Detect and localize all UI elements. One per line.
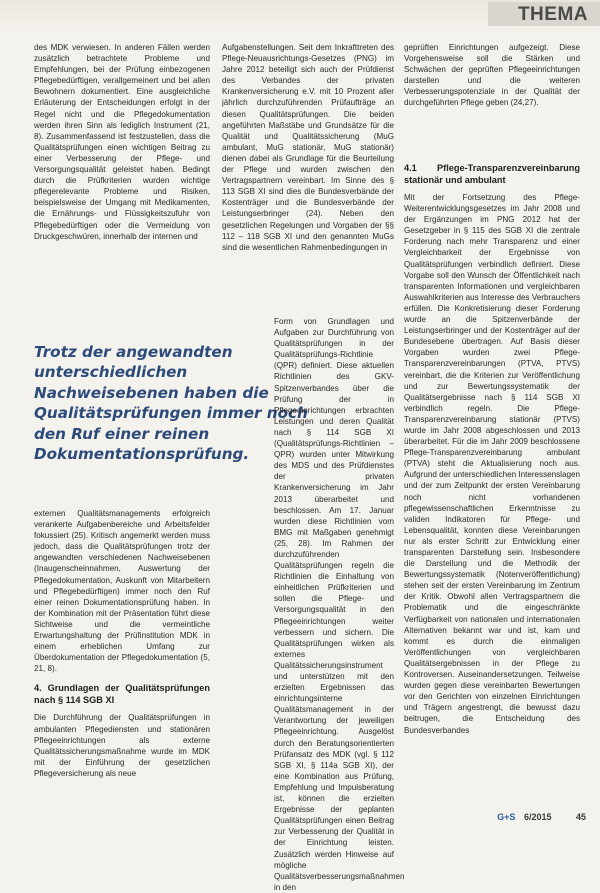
journal-brand: G+S: [497, 812, 516, 822]
column-2-body: [222, 316, 405, 893]
column-2-top: [222, 42, 394, 270]
page-number: 45: [575, 812, 586, 822]
body-text: externen Qualitätsmanagements erfolgreich verankerte Aufgabenbereiche und Arbeitsfelder fokussiert (25). Kritisch angemerkt werden muss jedoch, dass die Qualitätsprüfungen trotz der angewandten verschiedenen Nachweisebenen (Inaugenscheinnahmen, Auswertung der Pflegedokumentation, Auskunft von Mitarbeitern und Pflegebedürftigen) immer noch den Ruf einer reinen Dokumentationsprüfung haben. In der Kombination mit der Präsentation führt diese Sichtweise und die vermeintliche Erwartungshaltung der Prüfinstitution MDK in einem erheblichen Umfang zur Überdokumentation der Pflegedokumentation (5, 21, 8).: [34, 509, 210, 674]
body-text: Form von Grundlagen und Aufgaben zur Durchführung von Qualitätsprüfungen in der Qualitätsprüfungs-Richtlinie (QPR) definiert. Diese aktuellen Richtlinien des GKV-Spitzenverbandes über die Prüfung der in Pflegeeinrichtungen erbrachten Leistungen und deren Qualität nach § 114 SGB XI (Qualitätsprüfungs-Richtlinien – QPR) wurden unter Mitwirkung des MDS und des Prüfdienstes der privaten Krankenversicherung im Jahr 2013 überarbeitet und beschlossen. Am 17. Januar wurden diese Richtlinien vom BMG mit Maßgaben genehmigt (25, 28). Im Rahmen der durchzuführenden Qualitätsprüfungen regeln die Richtlinien die Einhaltung von einheitlichen Prüfkriterien und sollen die Pflege- und Versorgungsqualität in den Pflegeeinrichtungen weiter verbessern und sichern. Die Qualitätsprüfungen wirken als externes Qualitätssicherungsinstrument und unterstützen mit den erzielten Ergebnissen das einrichtungsinterne Qualitätsmanagement in der Verantwortung der jeweiligen Pflegeeinrichtung. Ausgelöst durch den Beratungsorientierten Prüfansatz des MDK (vgl. § 112 SGB XI, § 114a SGB XI), der eine Kombination aus Prüfung, Empfehlung und Impulsberatung ist, können die erzielten Ergebnisse der geplanten Qualitätsprüfungen einen Beitrag zur Verbesserung der Qualität in der Einrichtung leisten. Zusätzlich werden Hinweise auf mögliche Qualitätsverbesserungsmaßnahmen in den: [274, 317, 405, 892]
body-text: Aufgabenstellungen. Seit dem Inkrafttreten des Pflege-Neuausrichtungs-Gesetzes (PNG) im Jahre 2012 beteiligt sich auch der Prüfdienst des Verbandes der privaten Krankenversicherung e.V. mit 10 Prozent aller jährlich durchzuführenden Prüfaufträge an diesen Qualitätsprüfungen. Die beiden angeführten Maßstäbe und Grundsätze für die Qualität und Qualitätssicherung (MuG ambulant, MuG stationär, MuG stationär) dienen dabei als Grundlage für die Beurteilung der Pflege und wurden zwischen den Vertragspartnern vereinbart. Im Sinne des § 113 SGB XI sind dies die Bundesverbände der Kostenträger und die Bundesverbände der Leistungserbringer (24). Neben den gesetzlichen Regelungen und Vorgaben der §§ 112 – 118 SGB XI und den genannten MuGs sind die wesentlichen Rahmenbedingungen in: [222, 43, 394, 252]
pull-quote: Trotz der angewandten unterschiedlichen Nachweisebenen haben die Qualitätsprüfungen immer noch den Ruf einer reinen Dokumentationsprüfung.: [34, 336, 334, 502]
issue-number: 6/2015: [523, 812, 552, 822]
column-3-body: [404, 154, 580, 764]
page-footer: [491, 812, 586, 822]
section-label: THEMA: [517, 4, 588, 25]
column-3-top: [404, 42, 580, 146]
body-text: des MDK verwiesen. In anderen Fällen werden zusätzlich betrachtete Probleme und Empfehlungen, bei der Prüfung einbezogenen Pflegebedürftigen, verallgemeinert und bei allen Bewohnern dokumentiert. Eine ausgleichliche Erläuterung der Entscheidungen erfolgt in der Regel nicht und die Pflegedokumentation werden ihren Sinn als lediglich Instrument (21, 8). Zusammenfassend ist festzustellen, dass die Qualitätsprüfungen einen wichtigen Beitrag zu einer Verbesserung der Pflege- und Versorgungsqualität geleistet haben. Bedingt durch die Prüfkriterien wurden wichtige pflegerelevante Probleme und Risiken, beispielsweise der Umgang mit Medikamenten, die Ernährungs- und Flüssigkeitszufuhr von Pflegebedürftigen oder die Vermeidung von Druckgeschwüren, innerhalb der internen und: [34, 43, 210, 241]
section-heading-4: 4. Grundlagen der Qualitätsprüfungen nach § 114 SGB XI: [34, 683, 210, 706]
column-1-bottom: [34, 508, 210, 779]
section-heading-4-1: 4.1 Pflege-Transparenzvereinbarung stationär und ambulant: [404, 163, 580, 185]
column-1-top: [34, 42, 210, 334]
body-text: geprüften Einrichtungen aufgezeigt. Diese Vorgehensweise soll die Stärken und Schwächen der geprüften Pflegeeinrichtungen darstellen und die weiteren Verbesserungspotenziale in der Qualität der durchgeführten Pflege geben (24,27).: [404, 43, 580, 108]
body-text: Die Durchführung der Qualitätsprüfungen in ambulanten Pflegediensten und stationären Pflegeeinrichtungen als externe Qualitätssicherungsmaßnahme wurde im MDK mit der Einführung der gesetzlichen Pflegeversicherung als neue: [34, 713, 210, 778]
body-text: Mit der Fortsetzung des Pflege-Weiterentwicklungsgesetzes im Jahr 2008 und der Ergänzungen im PNG 2012 hat der Gesetzgeber in § 115 des SGB XI die zentrale Forderung nach mehr Transparenz und einer Vergleichbarkeit der Ergebnisse von Qualitätsprüfungen verbindlich definiert. Diese Vorgabe soll den Wunsch der Öffentlichkeit nach transparenten Informationen und vergleichbaren Auswahlkriterien aus Interesse des Verbrauchers erfüllen. Die Konkretisierung dieser Forderung wurde an die Spitzenverbände der Leistungserbringer und der Kostenträger auf der Bundesebene übertragen. Auf Basis dieser Vorgaben wurden zwei Pflege-Transparenzvereinbarungen (PTVA, PTVS) vereinbart, die die Kriterien zur Veröffentlichung und zur Bewertungssystematik der Qualitätsergebnisse nach § 114 SGB XI verbindlich regeln. Die Pflege-Transparenzvereinbarung stationär (PTVS) wurde im Jahr 2008 abgeschlossen und 2013 überarbeitet. Für die im Jahr 2009 beschlossene Pflege-Transparenzvereinbarung ambulant (PTVA) steht die Aktualisierung noch aus. Aufgrund der unterschiedlichen Interessenslagen und der zum Zeitpunkt der ersten Vereinbarung noch nicht vorhandenen pflegewissenschaftlichen Erkenntnisse zu validen Indikatoren für Pflege- und Lebensqualität, konnten diese Vereinbarungen nur als erster Schritt zur Entwicklung einer transparenten Darstellung sein. Insbesondere die Darstellung und die Methodik der Bewertungssystematik (Notenveröffentlichung) stehen seit der ersten Vereinbarung im Zentrum der Kritik. Obwohl allen Vertragspartnern die Problematik und die eingeschränkte Verfügbarkeit von nationalen und internationalen Alternativen bekannt war und ist, kam und kommt es durch die einmaligen Veröffentlichungen von vergleichbaren Qualitätsergebnissen in der Pflege zu Kontroversen. Auseinandersetzungen. Teilweise wurden gegen diese vereinbarten Bewertungen vor den Gerichten von einzelnen Einrichtungen und Trägern angestrengt, die bewusst dazu beitrugen, die Entscheidung des Bundesverbandes: [404, 193, 580, 735]
